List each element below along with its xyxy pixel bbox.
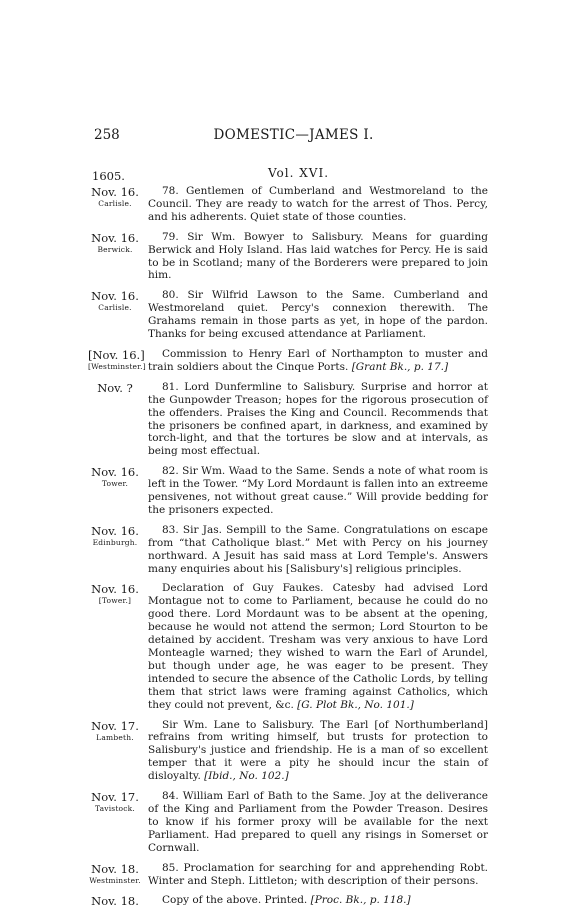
entry-date-column <box>88 862 142 886</box>
year-label: 1605. <box>92 169 125 183</box>
entry-reference: [Ibid., No. 102.] <box>204 770 289 783</box>
entry-date-column <box>88 582 142 606</box>
page-number: 258 <box>94 127 120 143</box>
entry-date-column <box>88 790 142 814</box>
entry-date-column <box>88 289 142 313</box>
entry-date: Nov. 16. <box>91 523 139 538</box>
entry-date: Nov. 18. <box>91 894 139 909</box>
entry-text-main: Sir Wm. Lane to Salisbury. The Earl [of Northumberland] refrains from writing himself, but trusts for protection to Salisbury's justice and friendship. He is a man of so excellent temper that it were a pity he should incur the stain of disloyalty. <box>148 718 488 783</box>
calendar-entry <box>88 465 488 517</box>
entry-place: Edinburgh. <box>92 537 138 547</box>
entry-reference: [Grant Bk., p. 17.] <box>351 360 449 373</box>
entry-date-column <box>88 719 142 743</box>
entry-place: [Tower.] <box>98 596 132 606</box>
entry-text-main: Declaration of Guy Faukes. Catesby had advised Lord Montague not to come to Parliament, because he could do no good there. Lord Mordaunt was to be absent at the opening, because he would not attend the sermon; Lord Stourton to be detained by accident. Tresham was very anxious to have Lord Monteagle warned; they wished to warn the Earl of Arundel, but though under age, he was eager to be present. They intended to secure the absence of the Catholic Lords, by telling them that strict laws were framing against Catholics, which they could not prevent, &c. <box>148 582 488 711</box>
calendar-entry <box>88 582 488 711</box>
page-header <box>0 127 567 147</box>
calendar-entry <box>88 719 488 784</box>
entry-date: Nov. 17. <box>91 790 139 805</box>
entry-date-column <box>88 524 142 548</box>
entry-date: Nov. 16. <box>91 582 139 597</box>
entry-text <box>148 719 488 784</box>
entry-date-column <box>88 381 142 395</box>
calendar-entry <box>88 185 488 224</box>
calendar-entry <box>88 524 488 576</box>
calendar-entries <box>88 185 488 914</box>
entry-date: [Nov. 16.] <box>88 347 145 362</box>
volume-label: Vol. XVI. <box>267 166 330 180</box>
entry-date-column <box>88 894 142 908</box>
entry-date-column <box>88 465 142 489</box>
calendar-entry <box>88 862 488 888</box>
entry-place: Carlisle. <box>98 303 132 313</box>
entry-reference: [Proc. Bk., p. 118.] <box>310 894 411 907</box>
entry-text: 85. Proclamation for searching for and apprehending Robt. Winter and Steph. Littleton; with description of their persons. <box>148 861 488 887</box>
entry-text-main: Copy of the above. Printed. <box>162 894 311 907</box>
entry-date-column <box>88 231 142 255</box>
entry-place: Tavistock. <box>94 804 136 814</box>
entry-text: 80. Sir Wilfrid Lawson to the Same. Cumberland and Westmoreland quiet. Percy's connexion therewith. The Grahams remain in those parts as yet, in hope of the pardon. Thanks for being excused attendance at Parliament. <box>148 289 488 341</box>
entry-place: [Westminster.] <box>88 361 146 371</box>
entry-text: 84. William Earl of Bath to the Same. Joy at the deliverance of the King and Parliament from the Powder Treason. Desires to know if his former proxy will be available for the next Parliament. Had prepared to quell any risings in Somerset or Cornwall. <box>148 790 488 854</box>
calendar-entry <box>88 231 488 283</box>
entry-date: Nov. 16. <box>91 230 139 245</box>
entry-date: Nov. 16. <box>91 465 139 480</box>
entry-text <box>148 582 488 711</box>
entry-text: 83. Sir Jas. Sempill to the Same. Congratulations on escape from “that Catholique blast.” Met with Percy on his journey northward. A Jesuit has said mass at Lord Temple's. Answers many enquiries about his [Salisbury's] religious principles. <box>148 523 488 575</box>
entry-date-column <box>88 185 142 209</box>
entry-reference: [G. Plot Bk., No. 101.] <box>297 698 414 711</box>
entry-date-column <box>88 347 146 372</box>
running-head: DOMESTIC—JAMES I. <box>213 127 374 143</box>
entry-text <box>148 348 488 374</box>
entry-date: Nov. 16. <box>91 185 139 199</box>
calendar-entry <box>88 790 488 855</box>
entry-place: Tower. <box>101 479 129 489</box>
entry-place: Carlisle. <box>98 199 132 208</box>
calendar-entry <box>88 894 488 907</box>
entry-text <box>148 894 488 907</box>
entry-text-main: Commission to Henry Earl of Northampton to muster and train soldiers about the Cinque Ports. <box>148 347 488 373</box>
entry-date: Nov. 17. <box>91 718 139 733</box>
calendar-entry <box>88 289 488 341</box>
calendar-entry <box>88 348 488 374</box>
entry-text: 82. Sir Wm. Waad to the Same. Sends a note of what room is left in the Tower. “My Lord Mordaunt is fallen into an extreeme pensivenes, not without great cause.” Will provide bedding for the prisoners expected. <box>148 465 488 516</box>
entry-place: Berwick. <box>97 244 133 254</box>
entry-place: Lambeth. <box>96 732 134 742</box>
entry-place: Westminster. <box>89 875 141 885</box>
entry-text: 78. Gentlemen of Cumberland and Westmoreland to the Council. They are ready to watch for the arrest of Thos. Percy, and his adherents. Quiet state of those counties. <box>148 185 488 223</box>
entry-text: 79. Sir Wm. Bowyer to Salisbury. Means for guarding Berwick and Holy Island. Has laid watches for Percy. He is said to be in Scotland; many of the Borderers were prepared to join him. <box>148 230 488 282</box>
entry-date: Nov. 16. <box>91 289 139 304</box>
entry-text: 81. Lord Dunfermline to Salisbury. Surprise and horror at the Gunpowder Treason; hopes for the rigorous prosecution of the offenders. Praises the King and Council. Recommends that the prisoners be confined apart, in darkness, and examined by torch-light, and that the tortures be slow and at intervals, as being most effectual. <box>148 380 488 458</box>
entry-date: Nov. 18. <box>91 861 139 876</box>
calendar-entry <box>88 381 488 458</box>
entry-date: Nov. ? <box>97 380 133 395</box>
